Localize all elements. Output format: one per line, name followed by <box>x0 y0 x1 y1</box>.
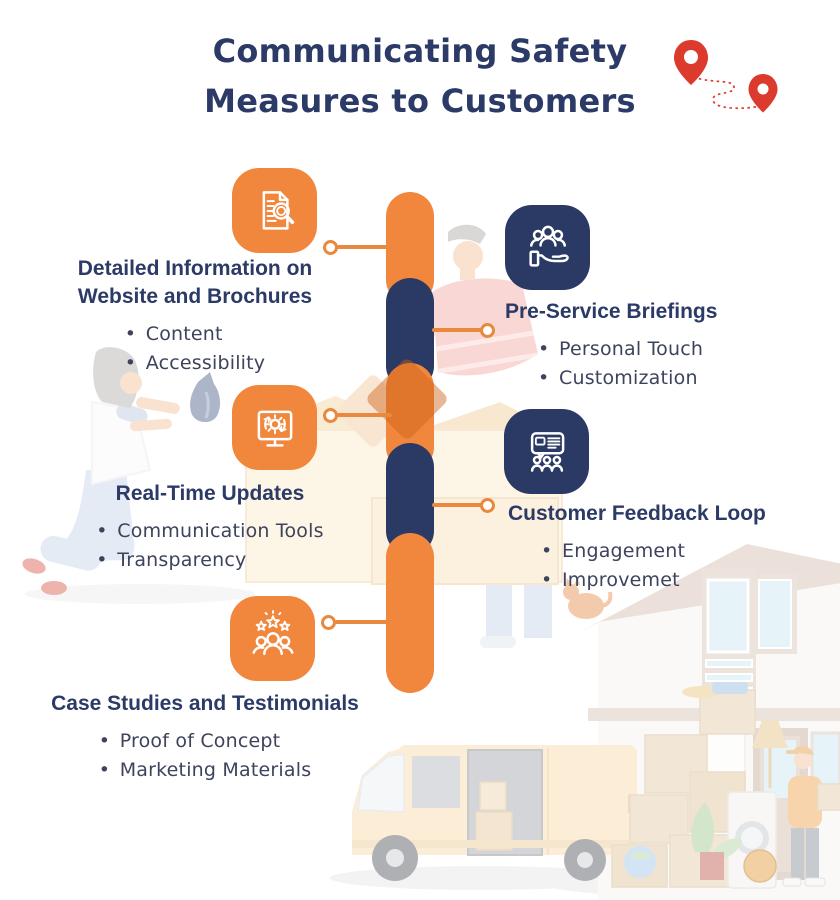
connector-ring-1 <box>323 240 338 255</box>
bullet: • Improvemet <box>541 566 818 595</box>
bullet: • Engagement <box>541 537 818 566</box>
connector-ring-4 <box>480 498 495 513</box>
monitor-gear-sync-icon <box>232 385 317 470</box>
item-customer-feedback-loop <box>508 500 818 595</box>
connector-line-3 <box>337 413 392 417</box>
item-title: Pre-Service Briefings <box>505 300 718 323</box>
item-real-time-updates <box>55 480 365 575</box>
item-title: Customer Feedback Loop <box>508 502 766 525</box>
item-title: Real-Time Updates <box>115 482 305 505</box>
document-search-icon <box>232 168 317 253</box>
item-title: Case Studies and Testimonials <box>51 692 359 715</box>
bullet: • Personal Touch <box>538 335 805 364</box>
bullet: • Communication Tools <box>96 517 323 546</box>
bullet: • Proof of Concept <box>99 727 312 756</box>
connector-ring-3 <box>323 408 338 423</box>
item-bullets <box>99 727 312 785</box>
item-bullets <box>538 335 805 393</box>
connector-line-1 <box>337 245 392 249</box>
people-in-hand-icon <box>505 205 590 290</box>
connector-line-2 <box>432 328 483 332</box>
item-detailed-information <box>35 255 355 378</box>
bullet: • Accessibility <box>125 349 266 378</box>
item-bullets <box>541 537 818 595</box>
presentation-audience-icon <box>504 409 589 494</box>
connector-line-4 <box>432 503 483 507</box>
connector-line-5 <box>335 620 390 624</box>
item-title: Detailed Information on Website and Brochures <box>77 257 313 308</box>
item-bullets <box>125 320 266 378</box>
timeline <box>386 192 434 693</box>
timeline-segment-orange <box>386 533 434 693</box>
bullet: • Customization <box>538 364 805 393</box>
connector-ring-2 <box>480 323 495 338</box>
connector-ring-5 <box>321 615 336 630</box>
bullet: • Transparency <box>96 546 323 575</box>
bullet: • Content <box>125 320 266 349</box>
item-pre-service-briefings <box>505 298 805 393</box>
illustration-moving-van <box>352 745 637 881</box>
page-title-line1: Communicating Safety <box>212 32 628 70</box>
item-case-studies <box>25 690 385 785</box>
bullet: • Marketing Materials <box>99 756 312 785</box>
team-stars-icon <box>230 596 315 681</box>
route-pins-icon <box>660 30 790 120</box>
item-bullets <box>96 517 323 575</box>
page-title-line2: Measures to Customers <box>204 82 636 120</box>
